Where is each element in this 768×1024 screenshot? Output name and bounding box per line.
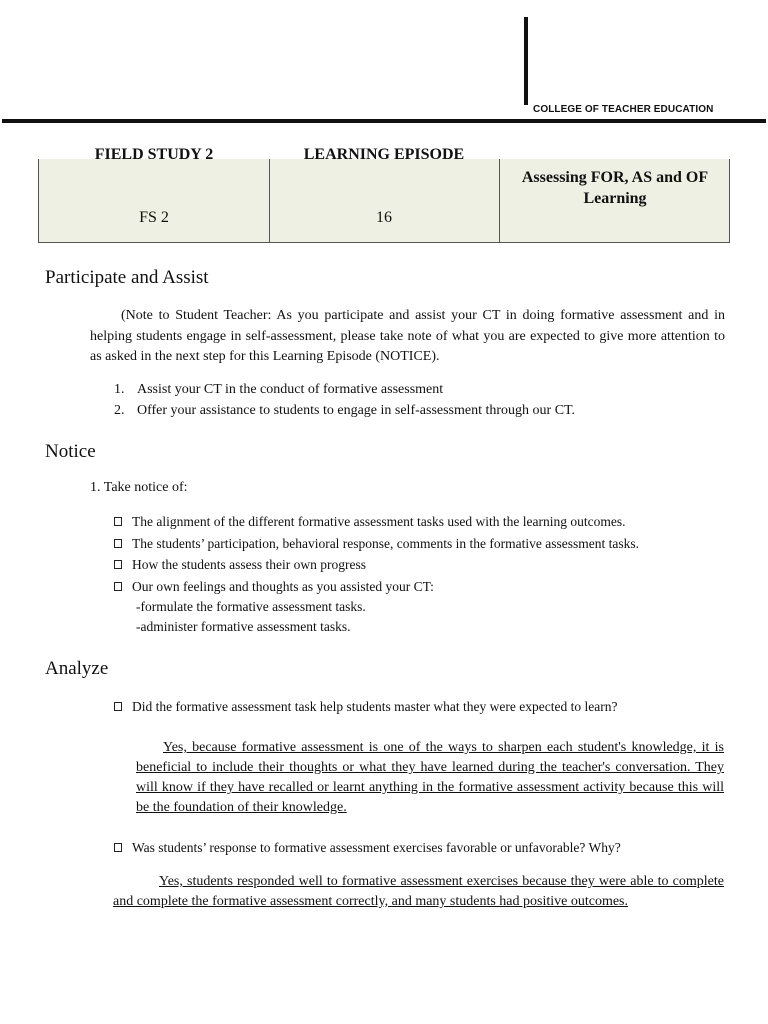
checkbox-icon <box>114 702 122 711</box>
list-item: Was students’ response to formative assessment exercises favorable or unfavorable? Why? <box>113 837 621 859</box>
field-study-info-table <box>38 146 730 243</box>
checkbox-icon <box>114 539 122 548</box>
table-divider <box>269 159 270 242</box>
sub-item: -formulate the formative assessment tasks. <box>136 599 366 614</box>
field-study-value: FS 2 <box>139 209 169 226</box>
analyze-question-1 <box>113 696 617 718</box>
answer-2: Yes, students responded well to formative assessment exercises because they were able to complete and complete the formative assessment correctly, and many students had positive outcomes. <box>113 874 724 909</box>
header-vertical-rule <box>524 17 528 105</box>
list-item: 1. Assist your CT in the conduct of formative assessment <box>114 382 444 397</box>
participate-note: (Note to Student Teacher: As you participate and assist your CT in doing formative assessment and in helping students engage in self-assessment, please take note of what you are expected to give more attention to as asked in the next step for this Learning Episode (NOTICE). <box>90 308 725 364</box>
list-item: 2. Offer your assistance to students to engage in self-assessment through our CT. <box>114 403 576 418</box>
answer-1: Yes, because formative assessment is one of the ways to sharpen each student's knowledge, it is beneficial to include their thoughts or what they have learned during the teacher's conversation. They will know if they have recalled or learnt anything in the formative assessment activity because this will be the foundation of their knowledge. <box>136 740 724 815</box>
field-study-heading: FIELD STUDY 2 <box>94 146 214 163</box>
episode-title: Assessing FOR, AS and OF Learning <box>521 169 709 207</box>
participate-list <box>114 379 714 421</box>
learning-episode-heading: LEARNING EPISODE <box>303 146 465 163</box>
list-item: The alignment of the different formative assessment tasks used with the learning outcomes. <box>113 511 639 533</box>
sub-item: -administer formative assessment tasks. <box>136 619 351 634</box>
table-divider <box>499 159 500 242</box>
list-item: Did the formative assessment task help students master what they were expected to learn? <box>113 696 617 718</box>
notice-list <box>113 511 639 637</box>
checkbox-icon <box>114 517 122 526</box>
learning-episode-value: 16 <box>376 209 392 226</box>
analyze-question-2 <box>113 837 621 859</box>
list-item: Our own feelings and thoughts as you assisted your CT: <box>113 576 639 598</box>
checkbox-icon <box>114 582 122 591</box>
participate-heading: Participate and Assist <box>45 267 209 288</box>
checkbox-icon <box>114 560 122 569</box>
header-horizontal-rule <box>2 119 766 123</box>
college-name: COLLEGE OF TEACHER EDUCATION <box>533 104 714 115</box>
notice-heading: Notice <box>45 441 96 462</box>
list-item: The students’ participation, behavioral response, comments in the formative assessment tasks. <box>113 533 639 555</box>
notice-intro: 1. Take notice of: <box>90 480 188 495</box>
checkbox-icon <box>114 843 122 852</box>
list-item: How the students assess their own progress <box>113 554 639 576</box>
analyze-heading: Analyze <box>45 658 109 679</box>
